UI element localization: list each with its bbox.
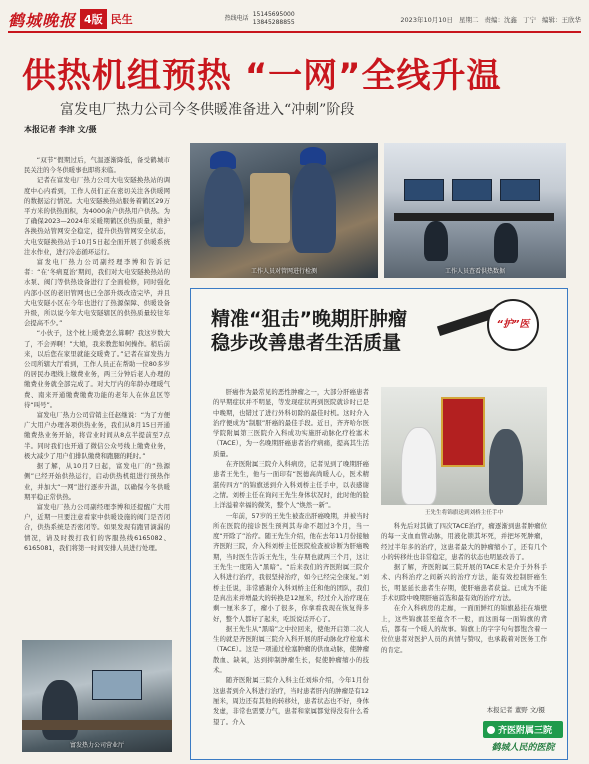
issue-weekday: 星期二 [459, 15, 479, 24]
doctor-figure [401, 427, 437, 505]
article-byline: 本报记者 李津 文/摄 [24, 125, 97, 134]
article-paragraph: “小伙子，这个枕上暖费怎么算啊？我这岁数大了，不会弄啊！”大娘，我来教您如何操作。稍后前来，以后您在家里就能交暖费了。”记者在富发热力公司所辖大厅看到，工作人员正在帮助一位80多岁的居民办理线上缴费业务，两三分钟后老人办理的缴费业务就全部完成了。对大厅内的年龄办理暖气费、南来开通缴费缴费功能的老年人在休息区等待“叫号”。 [24, 329, 170, 409]
feature-paragraph: 肝癌作为最常见的恶性肿瘤之一，大部分肝癌患者的早期症状并不明显，等发现症状再到医院就诊时已是中晚期，也错过了进行外科切除的最佳时机。这时介入治疗便成为“制服”肝癌的最佳手段。近日，齐齐哈尔医学院附属第三医院介入科成功实施肝动脉化疗栓塞术（TACE），为一名晚期肝癌患者治疗病痛，提高其生活质量。 [213, 388, 369, 458]
desk-shape [394, 213, 554, 221]
hotline-label: 热线电话 [224, 15, 249, 22]
monitor-shape [404, 179, 444, 201]
masthead [8, 8, 581, 30]
badge-text: “护”医 [496, 319, 530, 330]
issue-date: 2023年10月10日 [400, 15, 453, 24]
article-body [24, 155, 170, 553]
photo-office [22, 640, 172, 752]
worker-figure [204, 167, 244, 247]
hotline-number-1: 15145695000 [252, 11, 295, 18]
photo-doctor-banner [381, 387, 547, 505]
feature-paragraph: 据王先生从“黑暗”之中拉回来，使他开启第二次人生的就是齐医附属三院介入科开展的肝动脉化疗栓塞术（TACE）。这是一项通过栓塞肿瘤的供血动脉，使肿瘤散血、缺氧，达到抑制肿瘤生长，促使肿瘤缩小的技术。 [213, 624, 369, 675]
headline: 供热机组预热 “一网”全线升温 [22, 56, 502, 96]
person-figure [424, 221, 448, 261]
article-paragraph: 富发电厂热力公司营销主任赵继说：“为了方便广大用户办理各项供热业务，我们从8月15日开通缴费热业务开始，将营业时间从8点半提前至7点半。同时我们也开通了微信公众号线上缴费业务，极大减少了用户们排队缴费和跑腿的耗时。” [24, 411, 170, 460]
article-paragraph: 据了解，从10月7日起，富发电厂的“热源侧”已经开始供热运行，启动供热机组进行预热作业，并加大“一网”进行逐步升温，以确保今冬供暖期平稳正常供热。 [24, 462, 170, 501]
feature-body-left [213, 387, 369, 727]
subhead: 富发电厂热力公司今冬供暖准备进入“冲刺”阶段 [60, 102, 355, 118]
patient-figure [489, 429, 523, 505]
monitor-shape [452, 179, 492, 201]
person-figure [494, 223, 518, 263]
hospital-emblem-icon [487, 726, 495, 734]
pipe-shape [250, 173, 290, 243]
hospital-slogan: 鹤城人民的医院 [491, 743, 555, 753]
feature-title-line: 精准“狙击”晚期肝肿瘤 [211, 308, 407, 330]
hospital-logo [483, 721, 563, 753]
article-paragraph: “双节”假期过后，气温逐渐降低，备受鹤城市民关注的今冬供暖事也即将来临。 [24, 156, 170, 175]
editor: 责编：沈鑫 [484, 15, 517, 24]
photo-caption: 工作人员对管网进行检测 [250, 268, 317, 275]
photo-caption: 工作人员查看供热数据 [444, 268, 505, 275]
issue-meta [400, 15, 581, 24]
feature-title [211, 307, 407, 355]
page-number: 4版 [80, 9, 107, 29]
badge-circle [487, 299, 539, 351]
feature-body-right [381, 521, 547, 655]
feature-paragraph: 科先后对其做了四次TACE治疗，瘤逐渐到患者肿瘤位的每一支血血管动脉，用液化锁其坏死，并把坏死肿瘤，经过半年多的治疗，这患者最大的肿瘤缩小了，还有几个小的转移灶也非常稳定，患者的状态也明显改善了。 [381, 522, 547, 561]
person-figure [42, 680, 78, 740]
column-badge [437, 299, 547, 351]
doctor-photo-caption: 王先生将锦旗送到刘桥主任手中 [424, 510, 504, 516]
masthead-rule [8, 31, 581, 33]
worker-figure [292, 163, 336, 253]
photo-caption: 富发热力公司营业厅 [69, 742, 124, 749]
hospital-name: 齐医附属三院 [498, 726, 553, 736]
health-feature-box [190, 288, 568, 760]
feature-byline: 本报记者 董野 文/摄 [486, 706, 545, 714]
feature-paragraph: 一年前，57岁的王先生被查出肝癌晚期，并被当时所在医院的接诊医生预判其寿命不超过3个月，当一度“开除了”治疗。随王先生介绍，他在去年11月份接触齐医附三院，介入科刘桥主任医院检查被诊断为肝癌晚期，当时医生告诉王先生，生存期也就两三个月，这让王先生一度陷入“黑暗”。“后来我们的齐医附属三院介入科进行治疗，我很坚持治疗，如今已经完全康复。”刘桥主任说，非常感谢介入科刘桥主任和他的团队，我们是真出来并增最大的转换是12厘米，经过介入治疗现在剩一厘米多了，瘤小了很多，你拿看我现在恢复得多好，整个人都好了起来，吃饭说话开心了。 [213, 511, 369, 623]
photo-control-room [384, 143, 566, 278]
article-paragraph: 记者在富发电厂热力公司大电安隧换热站的调度中心内看到，工作人员们正在密切关注各供暖网的数据运行情况。大电安隧换热站服务着鹤区29万平方米的供热面积，为4000余户供热用户供热。为了确保2023—2024年采暖期鹤区供热质量，维护各换热站管网安全稳定，提升供热管网安全状态，大电安隧换热站于10月5日起全面开展了供暖系统注水作业，进行冷态循环运行。 [24, 176, 170, 256]
designer: 编辑：王欣华 [542, 15, 581, 24]
monitor-shape [500, 179, 540, 201]
feature-paragraph: 在介入科病房的走廊，一面面鲜红的锦旗悬挂在墙壁上，这些锦旗甚至蕴含不一般，而这面每一面锦旗的背后，都有一个暖人的故事。锦旗上的字字句句都饱含着一位位患者对医护人员的真情与赞叹，也承载着对医务工作的肯定。 [381, 604, 547, 654]
newspaper-logo: 鹤城晚报 [8, 10, 77, 30]
monitor-shape [92, 670, 142, 700]
photo-workers [190, 143, 378, 278]
hotline [225, 11, 295, 27]
feature-paragraph: 随齐医附属三院介入科主任刘炜介绍，今年1月份这患者到介入科进行治疗，当时患者肝内的肿瘤是有12厘米，周边还有其他的转移灶，患者状态也不好，身体发虚，非常也需要力气，患者和家属都觉得没有什么希望了。介入 [213, 676, 369, 726]
desk-shape [22, 720, 172, 730]
hotline-number-2: 13845288855 [252, 19, 295, 26]
feature-title-line: 稳步改善患者生活质量 [211, 332, 402, 354]
article-paragraph: 富发电厂热力公司副经理李博和还提醒广大用户，近期一旦要注意看家中供暖设施的阀门是否闭合，供热系统是否密闭等。如果发现有跑冒滴漏的情况，请及时拨打我们的客服热线6165082、6165081，我们将第一时间安排人员进行处理。 [24, 502, 170, 552]
banner-shape [441, 397, 485, 467]
hospital-name-bar [483, 721, 563, 738]
article-paragraph: 富发电厂热力公司副经理李博和告诉记者：“在‘冬病夏治’期间，我们对大电安隧换热站的水泵、阀门等供热设备进行了全面检修，同时强化内部小区的老旧管网也已全部升级改造完毕，并且大电安隧小区在今年也进行了热源保障、供暖设备升级，所以说今年大电安隧辖区的供热质量较往年会提高不少。” [24, 258, 170, 328]
feature-paragraph: 在齐医附属三院介入科病房，记者见到了晚期肝癌患者王先生，他与一面印有“医德高尚暖人心，医术精湛传四方”的锦旗送到介入科刘桥主任手中，以表感谢之情。刘桥主任在询问王先生身体状况时，此时他的脸上洋溢着幸福的微笑，整个人“焕然一新”。 [213, 460, 369, 510]
proofreader: 丁宁 [523, 15, 536, 24]
section-name: 民生 [110, 13, 133, 26]
feature-paragraph: 据了解，齐医附属三院开展的TACE术是介于外科手术、内科治疗之间新兴的治疗方法，能有效控制肝癌生长，明显延长患者生存期，使肝癌患者获益。已成为不能手术切除中晚期肝癌首选和最有效的治疗方法。 [381, 563, 547, 603]
